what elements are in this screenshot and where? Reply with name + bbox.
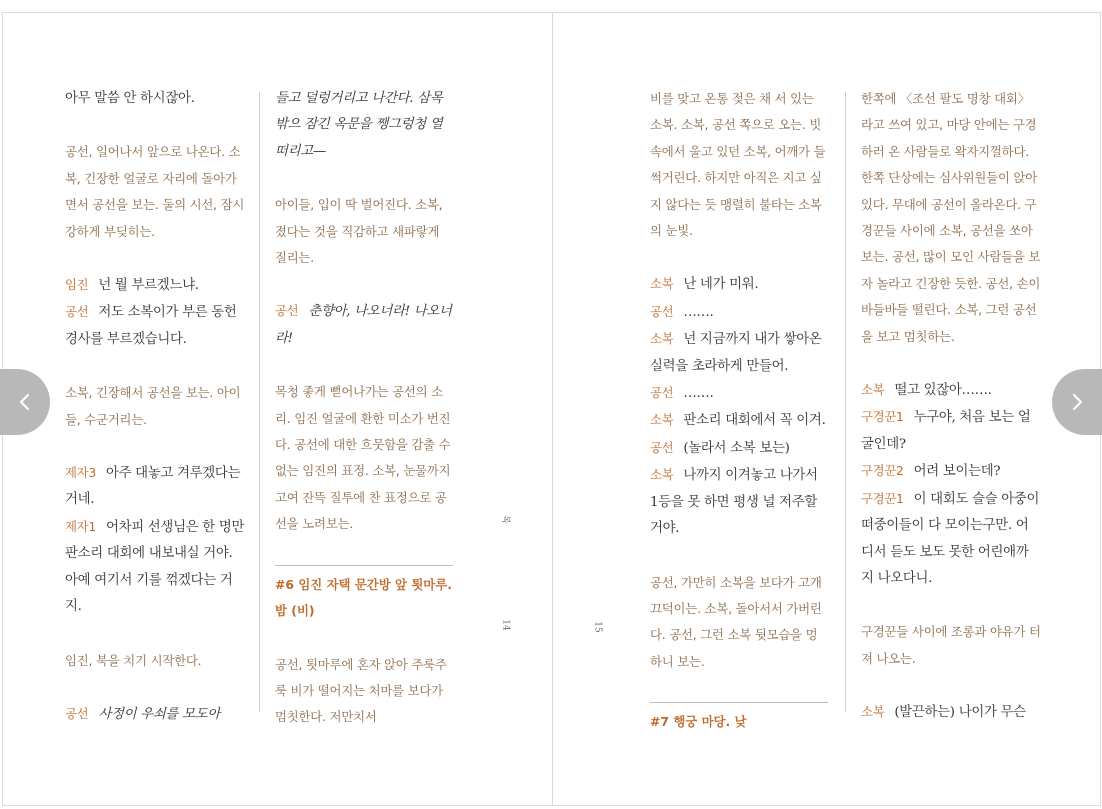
dialogue-text: 넌 뭘 부르겠느냐. [98, 278, 199, 294]
dialogue-line [650, 299, 828, 326]
speaker-name: 구경꾼2 [861, 463, 904, 479]
dialogue-text: 어차피 선생님은 한 명만 판소리 대회에 내보내실 거야. 아예 여기서 기를 꺾겠다는 거지. [65, 519, 245, 615]
speaker-name: 공선 [650, 303, 674, 319]
dialogue-line [650, 407, 828, 434]
scene-divider [650, 702, 828, 703]
column-divider [845, 92, 846, 712]
scene-heading: #7 행궁 마당. 낮 [650, 714, 747, 730]
dialogue-block [861, 699, 1041, 726]
speaker-name: 소복 [650, 467, 674, 483]
stage-direction: 한쪽에 〈조선 팔도 명창 대회〉라고 쓰여 있고, 마당 안에는 구경하러 온 사람들로 왁자지껄하다. 한쪽 단상에는 심사위원들이 앉아 있다. 무대에 공선이 올라온다. 구경꾼들 사이에 소복, 공선을 쏘아보는. 공선, 많이 모인 사람들을 보자 놀라고 긴장한 듯한. 공선, 손이 바들바들 떨린다. 소복, 그런 공선을 보고 멈칫하는. [861, 91, 1041, 344]
dialogue-line [650, 435, 828, 462]
speaker-name: 제자1 [65, 518, 96, 534]
speaker-name: 소복 [861, 704, 885, 720]
dialogue-block [65, 701, 245, 728]
page-number-right: 15 [592, 621, 603, 633]
stage-direction: 소복, 긴장해서 공선을 보는. 아이들, 수군거리는. [65, 385, 241, 427]
dialogue-line [65, 299, 245, 353]
speaker-name: 임진 [65, 277, 89, 293]
dialogue-block [275, 86, 453, 165]
dialogue-text: ……. [683, 386, 714, 402]
dialogue-text: ……. [683, 304, 714, 320]
book-spine [552, 13, 553, 805]
dialogue-line [650, 326, 828, 380]
stage-direction: 공선, 일어나서 앞으로 나온다. 소복, 긴장한 얼굴로 자리에 돌아가면서 공선을 보는. 둘의 시선, 잠시 강하게 부딪히는. [65, 144, 245, 239]
dialogue-block [275, 298, 453, 352]
speaker-name: 공선 [65, 304, 89, 320]
dialogue-line [861, 458, 1041, 485]
dialogue-line [861, 404, 1041, 458]
speaker-name: 제자3 [65, 465, 96, 481]
speaker-name: 소복 [650, 276, 674, 292]
dialogue-text: (발끈하는) 나이가 무슨 [894, 705, 1026, 721]
dialogue-text: 아무 말씀 안 하시잖아. [65, 91, 195, 106]
dialogue-text: 들고 덜렁거리고 나간다. 삼목 밖으 잠긴 옥문을 쨍그렁청 열떠리고— [275, 91, 443, 159]
dialogue-line [65, 701, 245, 728]
chevron-right-icon [1067, 392, 1087, 412]
dialogue-block [65, 86, 245, 112]
dialogue-text: 난 네가 미워. [683, 277, 759, 293]
dialogue-line [650, 462, 828, 542]
speaker-name: 소복 [650, 331, 674, 347]
dialogue-block [861, 377, 1041, 592]
dialogue-block [65, 460, 245, 620]
speaker-name: 공선 [275, 303, 299, 319]
dialogue-text: 아주 대놓고 겨루겠다는 거네. [65, 466, 241, 508]
dialogue-line [65, 460, 245, 514]
speaker-name: 구경꾼1 [861, 409, 904, 425]
dialogue-line [275, 298, 453, 352]
dialogue-text: 저도 소복이가 부른 동헌경사를 부르겠습니다. [65, 305, 237, 347]
dialogue-line [650, 271, 828, 298]
speaker-name: 공선 [650, 439, 674, 455]
dialogue-text: 떨고 있잖아……. [894, 383, 992, 399]
dialogue-line [861, 377, 1041, 404]
scene-heading: #6 임진 자택 문간방 앞 툇마루. 밤 (비) [275, 576, 452, 619]
speaker-name: 구경꾼1 [861, 490, 904, 506]
dialogue-block [650, 271, 828, 542]
speaker-name: 공선 [65, 705, 89, 721]
stage-direction: 아이들, 입이 딱 벌어진다. 소복, 졌다는 것을 직감하고 새파랗게 질리는. [275, 197, 443, 266]
dialogue-text: 사정이 우쇠를 모도아 [98, 706, 220, 722]
chevron-left-icon [15, 392, 35, 412]
stage-direction: 목청 좋게 뻗어나가는 공선의 소리. 임진 얼굴에 환한 미소가 번진다. 공선에 대한 흐뭇함을 감출 수 없는 임진의 표정. 소복, 눈물까지 고여 잔뜩 질투에 찬 표정으로 공선을 노려보는. [275, 384, 451, 532]
stage-direction: 임진, 북을 치기 시작한다. [65, 652, 202, 668]
right-page-column-1 [650, 86, 828, 730]
dialogue-line [861, 699, 1041, 726]
dialogue-line [65, 272, 245, 299]
dialogue-text: 어려 보이는데? [913, 464, 1001, 480]
dialogue-text: (놀라서 소복 보는) [683, 440, 790, 456]
stage-direction: 공선, 툇마루에 혼자 앉아 주룩주룩 비가 떨어지는 처마를 보다가 멈칫한다. 저만치서 [275, 656, 447, 725]
dialogue-line [861, 486, 1041, 593]
left-page-column-1 [65, 86, 245, 722]
dialogue-text: 누구야, 처음 보는 얼굴인데? [861, 410, 1031, 452]
dialogue-text: 나까지 이겨놓고 나가서 1등을 못 하면 평생 널 저주할 거야. [650, 468, 818, 537]
stage-direction: 공선, 가만히 소복을 보다가 고개 끄덕이는. 소복, 돌아서서 가버린다. 공선, 그런 소복 뒷모습을 멍하니 보는. [650, 574, 822, 669]
scene-divider [275, 565, 453, 566]
speaker-name: 소복 [650, 412, 674, 428]
right-page-column-2 [861, 86, 1041, 721]
dialogue-text: 이 대회도 슬슬 아중이떠중이들이 다 모이는구만. 어디서 듣도 보도 못한 어린애까지 나오다니. [861, 491, 1040, 586]
column-divider [259, 92, 260, 712]
dialogue-block [65, 272, 245, 353]
speaker-name: 공선 [650, 385, 674, 401]
dialogue-line [650, 380, 828, 407]
dialogue-line [65, 86, 245, 112]
left-page-column-2 [275, 86, 453, 725]
dialogue-text: 넌 지금까지 내가 쌓아온 실력을 초라하게 만들어. [650, 332, 822, 374]
dialogue-text: 판소리 대회에서 꼭 이겨. [683, 413, 826, 429]
stage-direction: 구경꾼들 사이에 조롱과 야유가 터져 나오는. [861, 624, 1041, 666]
speaker-name: 소복 [861, 382, 885, 398]
page-mark-left-1: 복 [499, 515, 510, 524]
dialogue-text: 춘향아, 나오너라! 나오너라! [275, 304, 452, 346]
dialogue-line [65, 514, 245, 621]
stage-direction: 비를 맞고 온통 젖은 채 서 있는 소복. 소복, 공선 쪽으로 오는. 빗속에서 울고 있던 소복, 어깨가 들썩거린다. 하지만 아직은 지고 싶지 않다는 듯 맹렬히 불타는 소복의 눈빛. [650, 91, 826, 239]
page-number-left: 14 [500, 619, 511, 631]
dialogue-line [275, 86, 453, 165]
